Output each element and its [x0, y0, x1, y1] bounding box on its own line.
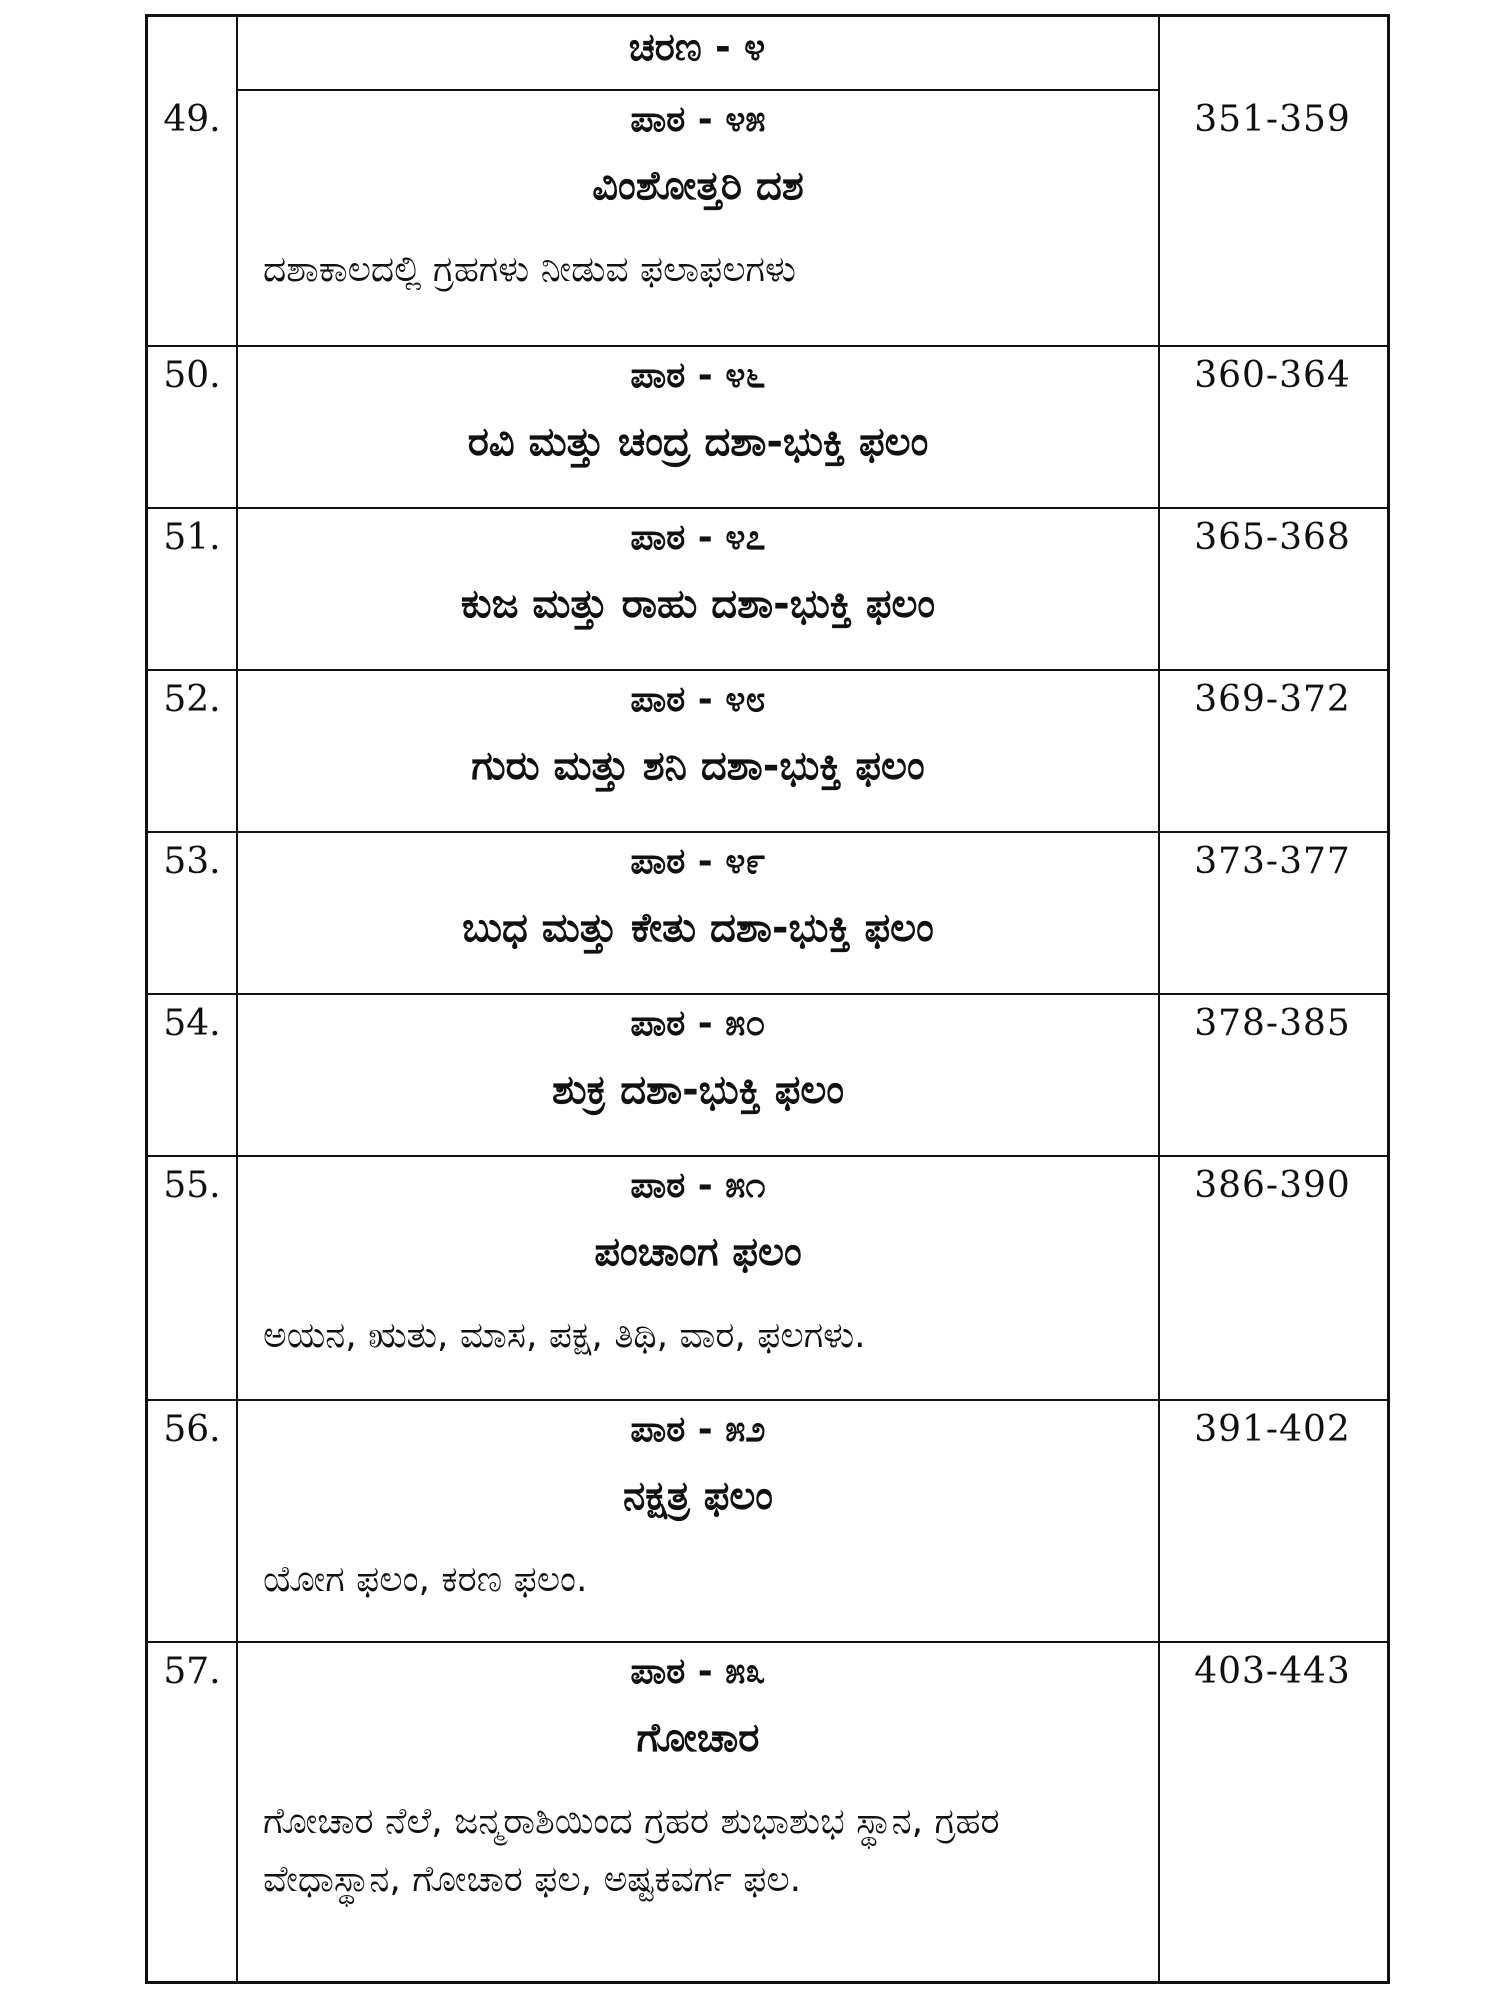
chapter-title: ಗುರು ಮತ್ತು ಶನಿ ದಶಾ-ಭುಕ್ತಿ ಫಲಂ — [471, 743, 925, 789]
chapter-number: 54. — [163, 1003, 221, 1044]
page-range: 365-368 — [1194, 517, 1351, 558]
chapter-title: ಬುಧ ಮತ್ತು ಕೇತು ದಶಾ-ಭುಕ್ತಿ ಫಲಂ — [462, 905, 934, 951]
table-row — [148, 1157, 1387, 1399]
lesson-label: ಪಾಠ - ೪೭ — [630, 517, 766, 558]
chapter-number: 49. — [163, 99, 221, 140]
table-row — [148, 995, 1387, 1155]
page-range: 351-359 — [1194, 99, 1351, 140]
page-range: 369-372 — [1194, 679, 1351, 720]
page-range: 360-364 — [1194, 355, 1351, 396]
lesson-label: ಪಾಠ - ೫೦ — [630, 1003, 766, 1044]
chapter-number: 50. — [163, 355, 221, 396]
table-row — [148, 509, 1387, 669]
contents-table — [145, 14, 1390, 1984]
lesson-label: ಪಾಠ - ೪೯ — [630, 841, 766, 882]
chapter-title: ಪಂಚಾಂಗ ಫಲಂ — [594, 1229, 802, 1275]
chapter-title: ಕುಜ ಮತ್ತು ರಾಹು ದಶಾ-ಭುಕ್ತಿ ಫಲಂ — [460, 581, 936, 627]
chapter-description: ಅಯನ, ಋತು, ಮಾಸ, ಪಕ್ಷ, ತಿಥಿ, ವಾರ, ಫಲಗಳು. — [263, 1315, 866, 1356]
lesson-label: ಪಾಠ - ೫೩ — [630, 1651, 766, 1692]
table-row — [148, 91, 1387, 345]
lesson-label: ಪಾಠ - ೪೮ — [630, 679, 766, 720]
chapter-title: ಗೋಚಾರ — [636, 1715, 760, 1761]
page-range: 373-377 — [1194, 841, 1351, 882]
stage-heading: ಚರಣ - ೪ — [628, 25, 766, 69]
chapter-number: 57. — [163, 1651, 221, 1692]
table-row — [148, 833, 1387, 993]
page-range: 378-385 — [1194, 1003, 1351, 1044]
chapter-description: ಯೋಗ ಫಲಂ, ಕರಣ ಫಲಂ. — [263, 1559, 588, 1600]
chapter-title: ನಕ್ಷತ್ರ ಫಲಂ — [622, 1473, 773, 1519]
chapter-title: ವಿಂಶೋತ್ತರಿ ದಶ — [592, 163, 804, 209]
page-range: 403-443 — [1194, 1651, 1351, 1692]
lesson-label: ಪಾಠ - ೫೧ — [630, 1165, 766, 1206]
chapter-number: 52. — [163, 679, 221, 720]
chapter-number: 55. — [163, 1165, 221, 1206]
lesson-label: ಪಾಠ - ೪೫ — [630, 99, 766, 140]
chapter-description: ಗೋಚಾರ ನೆಲೆ, ಜನ್ಮರಾಶಿಯಿಂದ ಗ್ರಹರ ಶುಭಾಶುಭ ಸ್ಥಾನ, ಗ್ರಹರ ವೇಧಾಸ್ಥಾನ, ಗೋಚಾರ ಫಲ, ಅಷ್ಟಕವರ್ಗ ಫಲ. — [263, 1801, 1000, 1900]
table-row — [148, 671, 1387, 831]
table-row — [148, 1643, 1387, 1983]
page-range: 386-390 — [1194, 1165, 1351, 1206]
page-range: 391-402 — [1194, 1409, 1351, 1450]
chapter-description: ದಶಾಕಾಲದಲ್ಲಿ ಗ್ರಹಗಳು ನೀಡುವ ಫಲಾಫಲಗಳು — [263, 249, 797, 290]
chapter-title: ಶುಕ್ರ ದಶಾ-ಭುಕ್ತಿ ಫಲಂ — [551, 1067, 845, 1113]
lesson-label: ಪಾಠ - ೫೨ — [630, 1409, 766, 1450]
chapter-number: 51. — [163, 517, 221, 558]
chapter-number: 53. — [163, 841, 221, 882]
chapter-number: 56. — [163, 1409, 221, 1450]
lesson-label: ಪಾಠ - ೪೬ — [630, 355, 766, 396]
table-row — [148, 1401, 1387, 1641]
chapter-title: ರವಿ ಮತ್ತು ಚಂದ್ರ ದಶಾ-ಭುಕ್ತಿ ಫಲಂ — [467, 419, 929, 465]
table-row — [148, 347, 1387, 507]
